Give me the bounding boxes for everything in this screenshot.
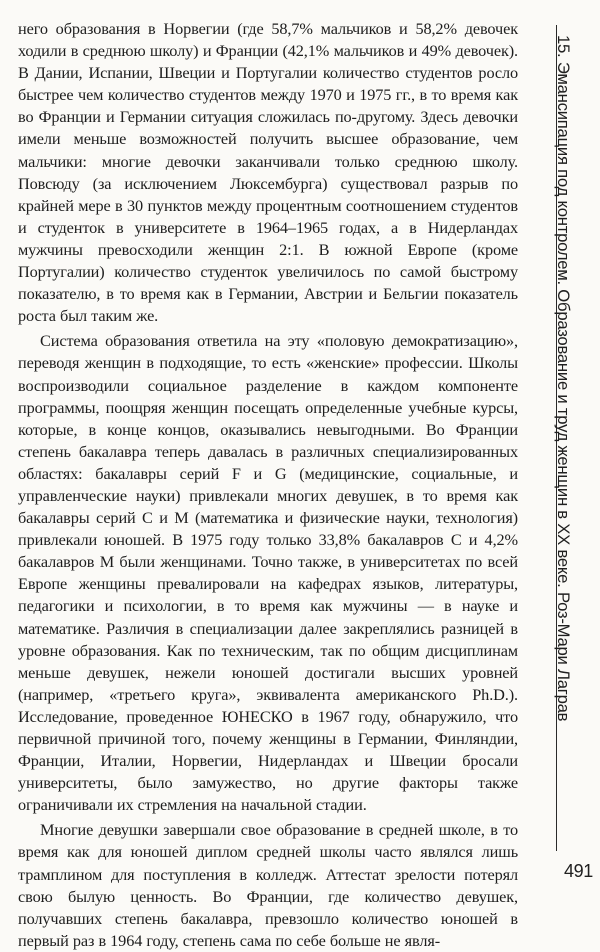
paragraph-3: Многие девушки завершали свое образование в средней школе, в то время как для юношей диплом средней школы часто являлся лишь трамплином для поступления в колледж. Аттестат зрелости потерял свою былую ценность. Во Франции, где количество девушек, получавших степень бакалавра, превзошло количество юношей в первый раз в 1964 году, степень сама по себе больше не явля- xyxy=(18,820,518,950)
paragraph-2: Система образования ответила на эту «половую демократизацию», переводя женщин в подходящие, то есть «женские» профессии. Школы воспроизводили социальное разделение в каждом компоненте программы, поощряя женщин посещать определенные учебные курсы, которые, в конце концов, оказывались невыгодными. Во Франции степень бакалавра теперь давалась в различных специализированных областях: бакалавры серий F и G (медицинские, социальные, и управленческие науки) привлекали многих девушек, в то время как бакалавры серий C и M (математика и физические науки, технология) привлекали юношей. В 1975 году только 33,8% бакалавров C и 4,2% бакалавров M были женщинами. Точно также, в университетах по всей Европе женщины превалировали на кафедрах языков, литературы, педагогики и психологии, в то время как мужчины — в науке и математике. Различия в специализации далее закреплялись разницей в уровне образования. Как по техническим, так по общим дисциплинам меньше девушек, нежели юношей достигали высших уровней (например, «третьего круга», эквивалента американского Ph.D.). Исследование, проведенное ЮНЕСКО в 1967 году, обнаружило, что первичной причиной того, почему женщины в Германии, Финляндии, Франции, Италии, Норвегии, Нидерландах и Швеции бросали университеты, было замужество, но другие факторы также ограничивали их стремления на начальной стадии. xyxy=(18,331,518,815)
body-text xyxy=(18,18,518,950)
running-head: 15. Эмансипация под контролем. Образование и труд женщин в XX веке. Роз-Мари Лаграв xyxy=(554,35,573,722)
paragraph-1: него образования в Норвегии (где 58,7% мальчиков и 58,2% девочек ходили в среднюю школу) и Франции (42,1% мальчиков и 49% девочек). В Дании, Испании, Швеции и Португалии количество студентов росло быстрее чем количество студентов между 1970 и 1975 гг., в то время как во Франции и Германии ситуация сложилась по-другому. Здесь девочки имели меньше возможностей получить высшее образование, чем мальчики: многие девочки заканчивали только среднюю школу. Повсюду (за исключением Люксембурга) существовал разрыв по крайней мере в 30 пунктов между процентным соотношением студентов и студенток в университете в 1964–1965 годах, а в Нидерландах мужчины превосходили женщин 2:1. В южной Европе (кроме Португалии) количество студенток увеличилось по самой быстрому показателю, в то время как в Германии, Австрии и Бельгии показатель роста был таким же. xyxy=(18,19,518,326)
page-number: 491 xyxy=(564,861,593,881)
